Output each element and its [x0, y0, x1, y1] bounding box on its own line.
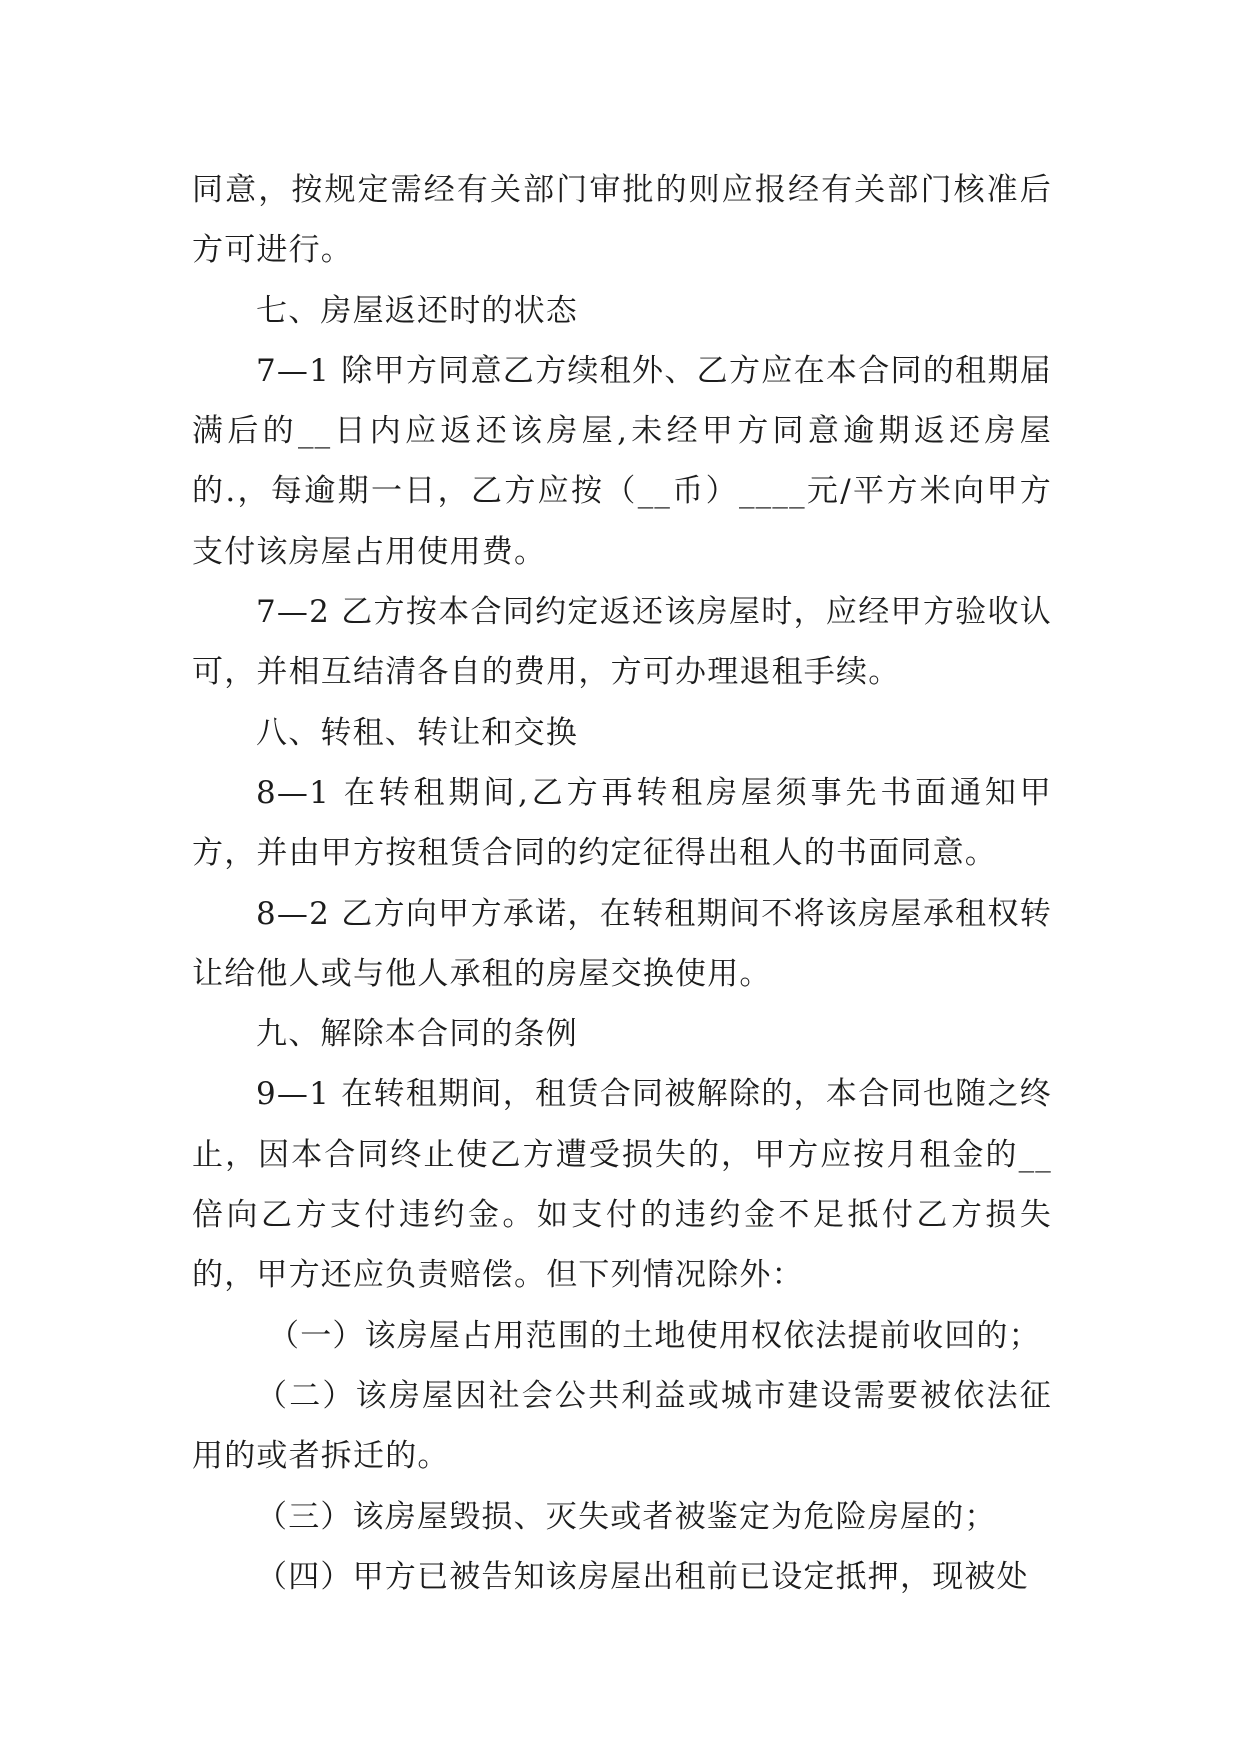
clause-7-1: 7—1 除甲方同意乙方续租外、乙方应在本合同的租期届满后的__日内应返还该房屋,未经甲方同意逾期返还房屋的.，每逾期一日，乙方应按（__币）____元/平方米向甲方支付该房屋占用使用费。 [192, 352, 1052, 570]
exception-item-2: （二）该房屋因社会公共利益或城市建设需要被依法征用的或者拆迁的。 [192, 1377, 1052, 1475]
exception-item-3: （三）该房屋毁损、灭失或者被鉴定为危险房屋的； [256, 1498, 997, 1535]
section-heading-7: 七、房屋返还时的状态 [256, 292, 578, 329]
document-body [192, 160, 1052, 1607]
clause-8-2: 8—2 乙方向甲方承诺，在转租期间不将该房屋承租权转让给他人或与他人承租的房屋交换使用。 [192, 895, 1052, 992]
section-heading-8: 八、转租、转让和交换 [256, 714, 578, 751]
clause-8-1: 8—1 在转租期间,乙方再转租房屋须事先书面通知甲方，并由甲方按租赁合同的约定征得出租人的书面同意。 [192, 774, 1052, 872]
exception-item-1: （一）该房屋占用范围的土地使用权依法提前收回的； [268, 1317, 1041, 1354]
clause-9-1: 9—1 在转租期间，租赁合同被解除的，本合同也随之终止，因本合同终止使乙方遭受损失的，甲方应按月租金的__倍向乙方支付违约金。如支付的违约金不足抵付乙方损失的，甲方还应负责赔偿。但下列情况除外： [192, 1076, 1052, 1294]
section-heading-9: 九、解除本合同的条例 [256, 1016, 578, 1053]
clause-7-2: 7—2 乙方按本合同约定返还该房屋时，应经甲方验收认可，并相互结清各自的费用，方可办理退租手续。 [192, 594, 1052, 691]
paragraph-continuation: 同意，按规定需经有关部门审批的则应报经有关部门核准后方可进行。 [192, 172, 1052, 269]
exception-item-4: （四）甲方已被告知该房屋出租前已设定抵押，现被处 [256, 1558, 1029, 1595]
